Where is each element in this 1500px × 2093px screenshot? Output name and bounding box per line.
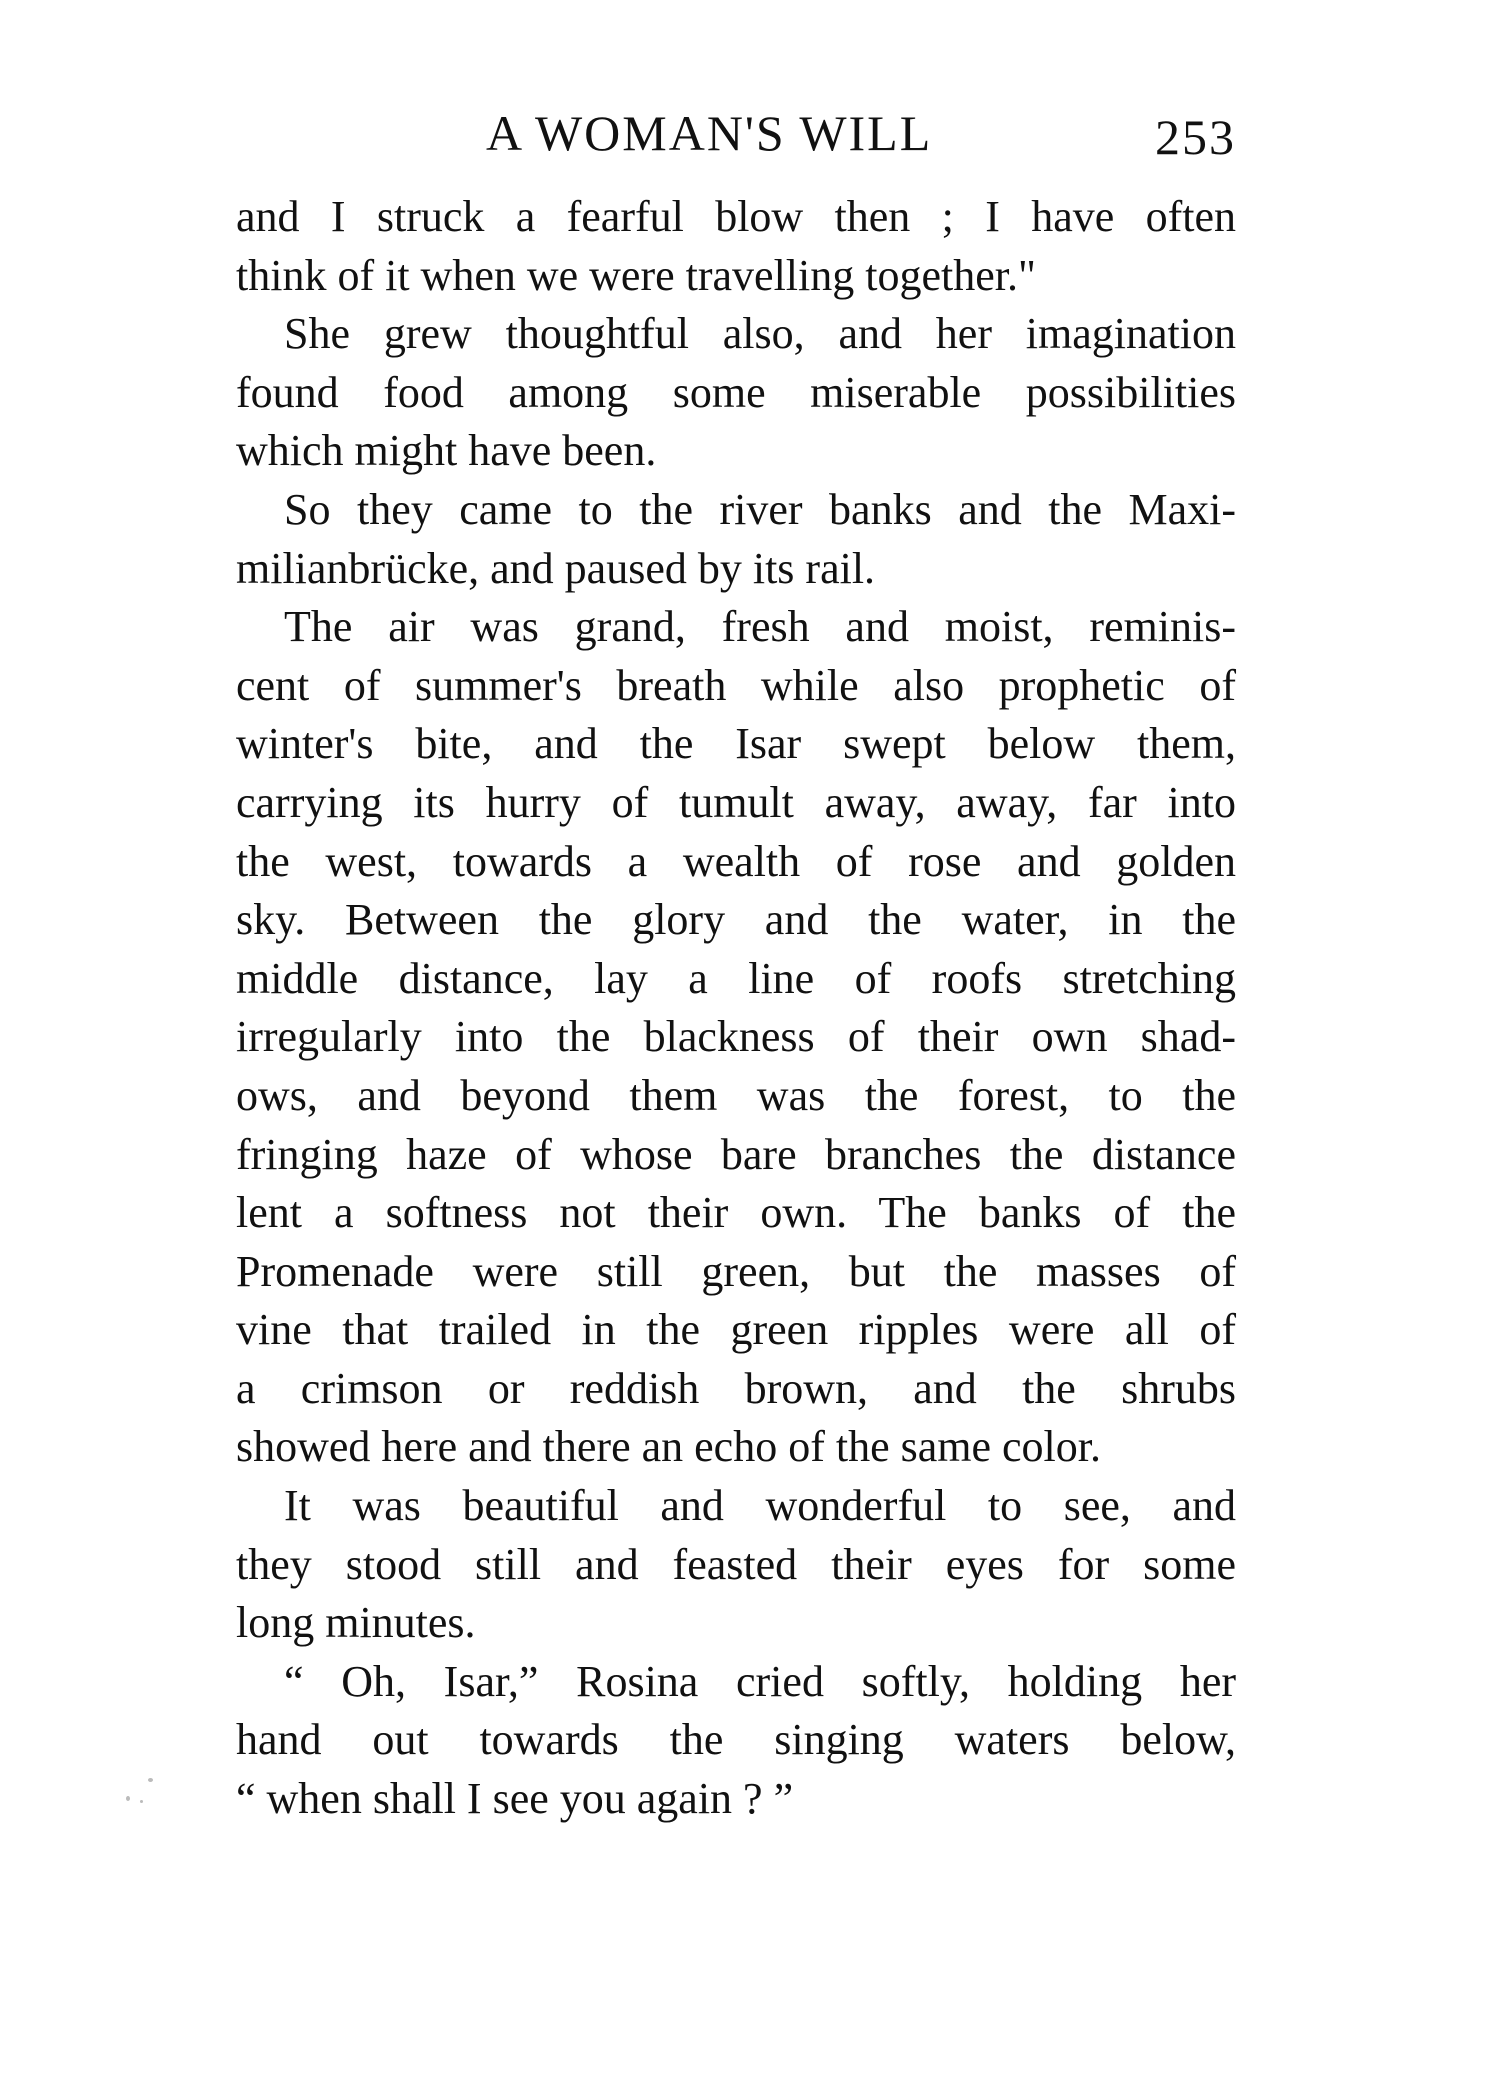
paper-speck [140,1800,143,1803]
text-line: ows, and beyond them was the forest, to the [236,1070,1236,1120]
text-line: think of it when we were travelling together." [236,250,1036,300]
text-line: irregularly into the blackness of their own shad- [236,1012,1236,1062]
paper-speck-marks [114,1760,174,1820]
paper-speck [148,1778,153,1782]
text-line: found food among some miserable possibilities [236,367,1236,417]
text-line: cent of summer's breath while also prophetic of [236,660,1236,710]
text-line: carrying its hurry of tumult away, away, far into [236,777,1236,827]
text-line: middle distance, lay a line of roofs stretching [236,953,1236,1003]
text-line: showed here and there an echo of the same color. [236,1422,1101,1472]
body-text [236,188,1236,1829]
text-line: Promenade were still green, but the masses of [236,1246,1236,1296]
paper-speck [126,1796,130,1801]
text-line: and I struck a fearful blow then ; I have often [236,192,1236,241]
text-line: fringing haze of whose bare branches the distance [236,1129,1236,1179]
text-line: “ when shall I see you again ? ” [236,1774,794,1824]
page-number: 253 [1155,109,1236,165]
text-line: hand out towards the singing waters below, [236,1715,1236,1765]
text-line: lent a softness not their own. The banks of the [236,1188,1236,1238]
text-line: milianbrücke, and paused by its rail. [236,543,876,593]
text-line: they stood still and feasted their eyes for some [236,1539,1236,1589]
text-line: winter's bite, and the Isar swept below them, [236,719,1236,769]
running-title: A WOMAN'S WILL [486,105,933,161]
text-line: She grew thoughtful also, and her imagination [284,309,1236,359]
text-line: sky. Between the glory and the water, in the [236,895,1236,945]
text-line: which might have been. [236,426,657,476]
text-line: “ Oh, Isar,” Rosina cried softly, holding her [284,1656,1236,1706]
text-line: long minutes. [236,1598,476,1648]
text-line: The air was grand, fresh and moist, reminis- [284,602,1236,652]
text-line: So they came to the river banks and the Maxi- [284,484,1236,534]
text-line: the west, towards a wealth of rose and golden [236,836,1236,886]
text-line: It was beautiful and wonderful to see, and [284,1481,1236,1531]
running-head [236,98,1236,168]
text-line: a crimson or reddish brown, and the shrubs [236,1363,1236,1413]
text-line: vine that trailed in the green ripples were all of [236,1305,1236,1355]
